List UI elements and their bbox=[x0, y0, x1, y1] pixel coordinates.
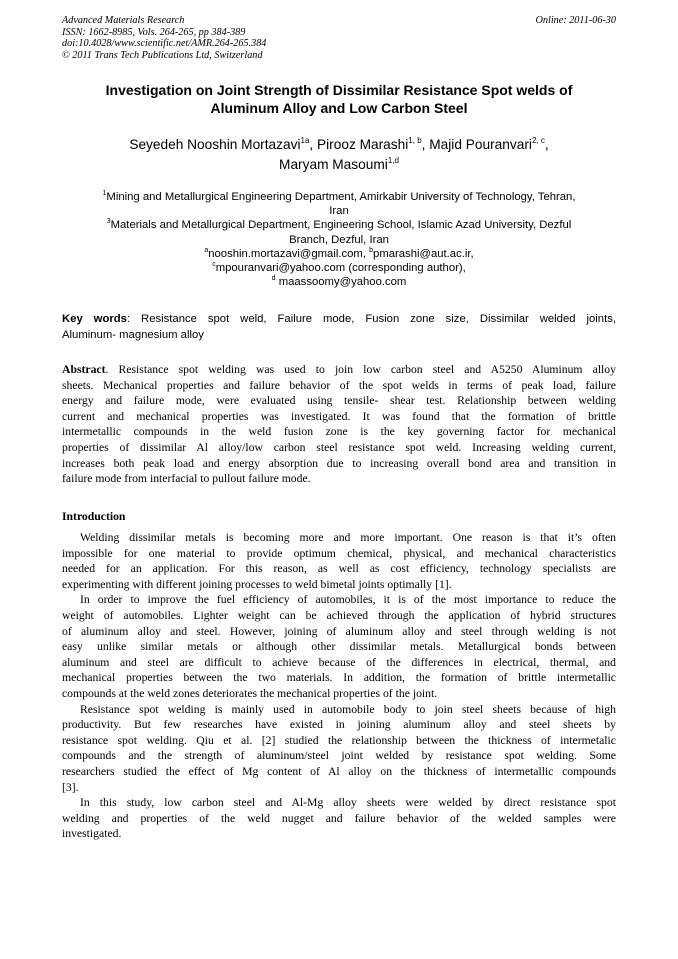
journal-name: Advanced Materials Research bbox=[62, 15, 185, 26]
email-c: mpouranvari@yahoo.com (corresponding author), bbox=[215, 262, 466, 275]
intro-line: Resistance spot welding is mainly used in automobile body to join steel sheets because of high bbox=[80, 702, 616, 716]
intro-line: compounds at the weld zones deteriorates the mechanical properties of the joint. bbox=[62, 686, 438, 700]
online-date: Online: 2011-06-30 bbox=[535, 15, 616, 26]
email-line-2 bbox=[62, 261, 616, 275]
intro-line: resistance spot welding. Qiu et al. [2] studied the relationship between the thickness of intermetalic bbox=[62, 733, 616, 747]
author-1: Seyedeh Nooshin Mortazavi bbox=[129, 137, 301, 152]
introduction-body bbox=[62, 530, 616, 842]
email-b-sup: b bbox=[369, 246, 374, 254]
abstract-line: current and mechanical properties was investigated. It was found that the formation of brittle bbox=[62, 409, 616, 423]
keywords-line-2: Aluminum- magnesium alloy bbox=[62, 328, 204, 341]
email-a-sup: a bbox=[204, 246, 209, 254]
title-line-2: Aluminum Alloy and Low Carbon Steel bbox=[210, 100, 468, 116]
email-line-3 bbox=[62, 275, 616, 289]
intro-line: compounds and the strength of aluminum/steel joint welded by resistance spot welding. Some bbox=[62, 749, 616, 763]
section-heading-introduction: Introduction bbox=[62, 510, 126, 523]
email-b: pmarashi@aut.ac.ir, bbox=[373, 247, 474, 260]
email-c-sup: c bbox=[212, 261, 216, 269]
affiliations bbox=[62, 190, 616, 289]
paper-title bbox=[62, 81, 616, 117]
keywords-label: Key words bbox=[62, 313, 127, 325]
abstract-line: energy and failure mode, were evaluated using tensile- shear test. Relationship between welding bbox=[62, 394, 616, 408]
intro-line: needed for an application. For this reason, as well as cost efficiency, technology specialists are bbox=[62, 562, 616, 576]
intro-line: aluminum and steel are difficult to achieve because of the differences in electrical, thermal, and bbox=[62, 655, 616, 669]
intro-line: productivity. But few researches have existed in joining aluminum alloy and steel sheets by bbox=[62, 718, 616, 732]
abstract-line: sheets. Mechanical properties and failure behavior of the spot welds in terms of peak load, failure bbox=[62, 378, 616, 392]
intro-line: of aluminum alloy and steel. However, joining of aluminum alloy and steel through welding is not bbox=[62, 624, 616, 638]
abstract-line: increases both peak load and energy absorption due to increasing overall bond area and transition in bbox=[62, 456, 616, 470]
intro-line: impossible for one material to provide optimum chemical, physical, and mechanical characteristics bbox=[62, 546, 616, 560]
email-d-sup: d bbox=[271, 275, 276, 283]
authors-line-1 bbox=[62, 135, 616, 155]
author-3-tail: , bbox=[544, 137, 549, 152]
author-3-sup: 2, c bbox=[531, 136, 545, 145]
email-d: maassoomy@yahoo.com bbox=[275, 276, 407, 289]
abstract-line bbox=[62, 362, 616, 378]
authors-line-2 bbox=[62, 155, 616, 175]
affiliation-1-sup: 1 bbox=[102, 190, 107, 197]
affiliation-1-line-2: Iran bbox=[329, 205, 349, 218]
intro-line: [3]. bbox=[62, 780, 79, 794]
journal-header bbox=[62, 15, 616, 61]
abstract-line: intermetallic compounds in the weld fusion zone is the key governing factor for mechanical bbox=[62, 425, 616, 439]
keywords-block bbox=[62, 312, 616, 342]
abstract-label: Abstract bbox=[62, 363, 106, 376]
email-line-1 bbox=[62, 247, 616, 261]
copyright-line: © 2011 Trans Tech Publications Ltd, Switzerland bbox=[62, 49, 263, 61]
author-4-sup: 1,d bbox=[387, 156, 399, 165]
title-line-1: Investigation on Joint Strength of Dissimilar Resistance Spot welds of bbox=[105, 82, 573, 98]
affiliation-1-line-1 bbox=[62, 190, 616, 204]
author-2: , Pirooz Marashi bbox=[309, 137, 409, 152]
issn-line: ISSN: 1662-8985, Vols. 264-265, pp 384-389 bbox=[62, 26, 246, 38]
doi-line: doi:10.4028/www.scientific.net/AMR.264-265.384 bbox=[62, 38, 267, 49]
affiliation-2-line-2: Branch, Dezful, Iran bbox=[289, 233, 389, 246]
affiliation-2-sup: 3 bbox=[106, 218, 111, 226]
intro-line: Welding dissimilar metals is becoming more and more important. One reason is that it’s often bbox=[80, 531, 616, 544]
intro-line: investigated. bbox=[62, 827, 122, 841]
intro-line: mechanical properties between the two materials. In addition, the formation of brittle intermetallic bbox=[62, 671, 616, 685]
intro-line: welding and properties of the weld nugget and failure behavior of the welded samples were bbox=[62, 811, 616, 825]
affiliation-1-text: Mining and Metallurgical Engineering Department, Amirkabir University of Technology, Tehran, bbox=[106, 191, 576, 203]
abstract-text: . Resistance spot welding was used to join low carbon steel and A5250 Aluminum alloy bbox=[105, 363, 616, 376]
affiliation-2-line-1 bbox=[62, 218, 616, 232]
abstract-block bbox=[62, 362, 616, 487]
author-2-sup: 1, b bbox=[408, 136, 422, 145]
intro-line: researchers studied the effect of Mg content of Al alloy on the thickness of intermetallic compounds bbox=[62, 764, 616, 778]
author-3: , Majid Pouranvari bbox=[421, 137, 532, 152]
keywords-line-1 bbox=[62, 312, 616, 328]
intro-line: In this study, low carbon steel and Al-Mg alloy sheets were welded by direct resistance spot bbox=[80, 796, 616, 810]
abstract-line: failure mode from interfacial to pullout failure mode. bbox=[62, 472, 311, 486]
intro-line: In order to improve the fuel efficiency of automobiles, it is of the most importance to reduce the bbox=[80, 593, 616, 607]
author-list bbox=[62, 135, 616, 175]
affiliation-2-text: Materials and Metallurgical Department, Engineering School, Islamic Azad University, Dezful bbox=[110, 219, 572, 232]
intro-line: experimenting with different joining processes to weld bimetal joints optimally [1]. bbox=[62, 577, 452, 591]
email-a: nooshin.mortazavi@gmail.com, bbox=[208, 247, 370, 260]
intro-line: weight of automobiles. Lighter weight can be achieved through the application of hybrid structures bbox=[62, 608, 616, 622]
intro-line: easy unlike similar metals or although other dissimilar metals. Metallurgical bonds between bbox=[62, 640, 616, 654]
abstract-line: properties of dissimilar Al alloy/low carbon steel resistance spot weld. Increasing welding current, bbox=[62, 440, 616, 454]
keywords-text-1: : Resistance spot weld, Failure mode, Fusion zone size, Dissimilar welded joints, bbox=[126, 313, 616, 325]
author-4: Maryam Masoumi bbox=[279, 157, 388, 172]
author-1-sup: 1a bbox=[300, 136, 310, 145]
